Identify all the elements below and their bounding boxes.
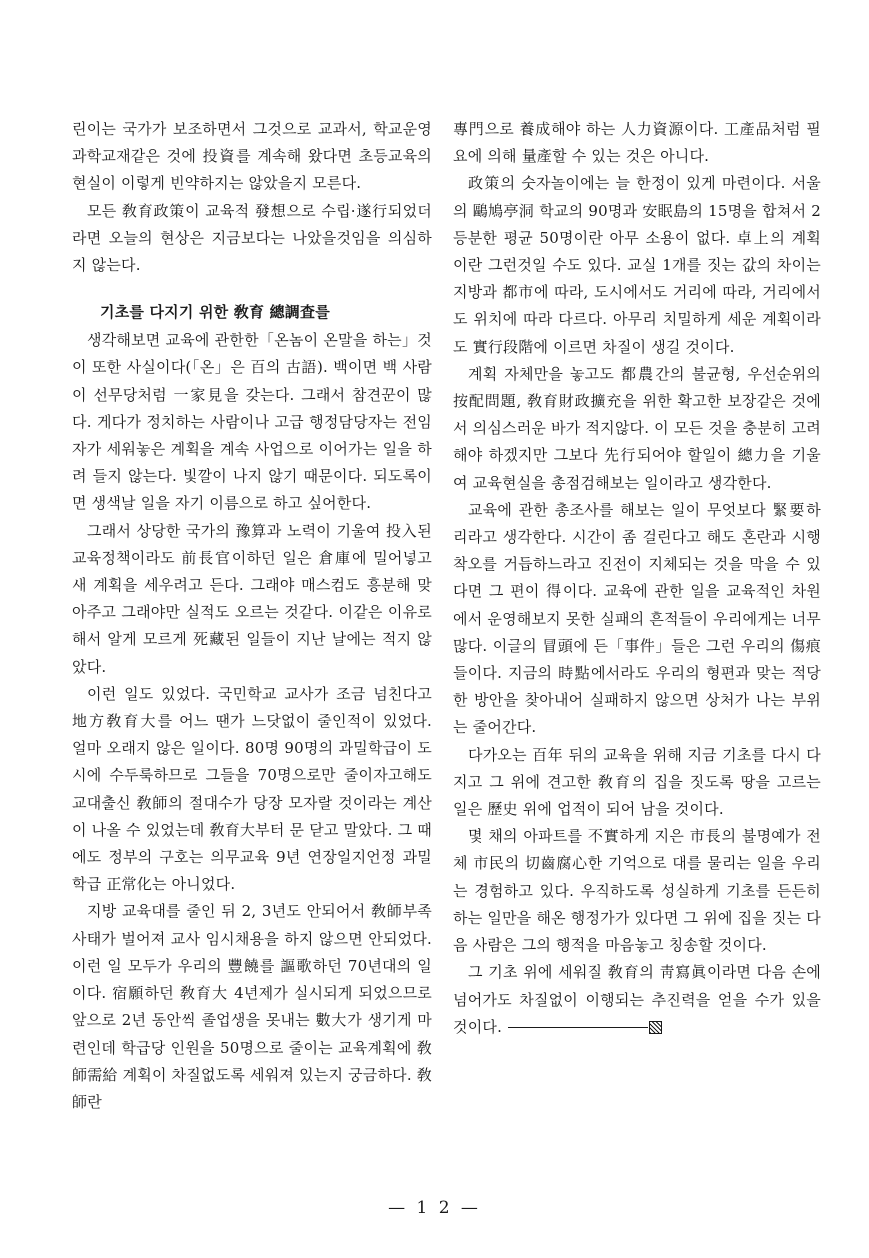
paragraph: 專門으로 養成해야 하는 人力資源이다. 工產品처럼 필요에 의해 量產할 수 있는 것은 아니다. — [453, 120, 821, 166]
paragraph: 생각해보면 교육에 관한한「온놈이 온말을 하는」것이 또한 사실이다(「온」은 百의 古語). 백이면 백 사람이 선무당처럼 一家見을 갖는다. 그래서 참견꾼이 많다. 게다가 정치하는 사람이나 고급 행정담당자는 전임자가 세워놓은 계획을 계속 사업으로 이어가는 일을 하려 들지 않는다. 빛깔이 나지 않기 때문이다. 되도록이면 생색날 일을 자기 이름으로 하고 싶어한다. — [72, 331, 432, 513]
paragraph: 교육에 관한 총조사를 해보는 일이 무엇보다 緊要하리라고 생각한다. 시간이 좀 걸린다고 해도 혼란과 시행착오를 거듭하느라고 진전이 지체되는 것을 막을 수 있다면 그 편이 得이다. 교육에 관한 일을 교육적인 차원에서 운영해보지 못한 실패의 흔적들이 우리에게는 너무 많다. 이글의 冒頭에 든「事件」들은 그런 우리의 傷痕들이다. 지금의 時點에서라도 우리의 형편과 맞는 적당한 방안을 찾아내어 실패하지 않으면 상처가 나는 부위는 줄어간다. — [453, 500, 821, 737]
paragraph: 政策의 숫자놀이에는 늘 한정이 있게 마련이다. 서울의 鷗鳩亭洞 학교의 90명과 安眠島의 15명을 합쳐서 2등분한 평균 50명이란 아무 소용이 없다. 卓上의 계획이란 그런것일 수도 있다. 교실 1개를 짓는 값의 차이는 지방과 都市에 따라, 도시에서도 거리에 따라, 거리에서도 위치에 따라 다르다. 아무리 치밀하게 세운 계획이라도 實行段階에 이르면 차질이 생길 것이다. — [453, 174, 821, 356]
section-heading: 기초를 다지기 위한 敎育 總調査를 — [100, 303, 330, 322]
paragraph: 린이는 국가가 보조하면서 그것으로 교과서, 학교운영 과학교재같은 것에 投資를 계속해 왔다면 초등교육의 현실이 이렇게 빈약하지는 않았을지 모른다. — [72, 120, 432, 193]
paragraph: 다가오는 百年 뒤의 교육을 위해 지금 기초를 다시 다지고 그 위에 견고한 敎育의 집을 짓도록 땅을 고르는 일은 歷史 위에 업적이 되어 남을 것이다. — [453, 745, 821, 819]
end-rule-line — [508, 1027, 648, 1028]
paragraph: 이런 일도 있었다. 국민학교 교사가 조금 넘친다고 地方敎育大를 어느 땐가 느닷없이 줄인적이 있었다. 얼마 오래지 않은 일이다. 80명 90명의 과밀학급이 도시에 수두룩하므로 그들을 70명으로만 줄이자고해도 교대출신 敎師의 절대수가 당장 모자랄 것이라는 계산이 나올 수 있었는데 敎育大부터 문 닫고 말았다. 그 때에도 정부의 구호는 의무교육 9년 연장일지언정 과밀학급 正常化는 아니었다. — [72, 684, 432, 894]
end-mark-icon — [649, 1021, 662, 1034]
paragraph: 그래서 상당한 국가의 豫算과 노력이 기울여 投入된 교육정책이라도 前長官이하던 일은 倉庫에 밀어넣고 새 계획을 세우려고 든다. 그래야 매스컴도 흥분해 맞아주고 그래야만 실적도 오르는 것같다. 이같은 이유로 해서 알게 모르게 死藏된 일들이 지난 날에는 적지 않았다. — [72, 521, 432, 676]
paragraph: 모든 敎育政策이 교육적 發想으로 수립·遂行되었더라면 오늘의 현상은 지금보다는 나았을것임을 의심하지 않는다. — [72, 201, 432, 275]
right-text-column — [453, 116, 821, 1041]
page-number: — 1 2 — — [388, 1198, 481, 1218]
paragraph: 지방 교육대를 줄인 뒤 2, 3년도 안되어서 敎師부족사태가 벌어져 교사 임시채용을 하지 않으면 안되었다. 이런 일 모두가 우리의 豐饒를 謳歌하던 70년대의 일이다. 宿願하던 敎育大 4년제가 실시되게 되었으므로 앞으로 2년 동안씩 졸업생을 못내는 數大가 생기게 마련인데 학급당 인원을 50명으로 줄이는 교육계획에 敎師需給 계획이 차질없도록 세워져 있는지 궁금하다. 敎師란 — [72, 902, 432, 1111]
paragraph: 몇 채의 아파트를 不實하게 지은 市長의 불명예가 전체 市民의 切齒腐心한 기억으로 대를 물리는 일을 우리는 경험하고 있다. 우직하도록 성실하게 기초를 든든히 하는 일만을 해온 행정가가 있다면 그 위에 집을 짓는 다음 사람은 그의 행적을 마음놓고 칭송할 것이다. — [453, 827, 821, 955]
final-paragraph-text: 그 기초 위에 세워질 敎育의 靑寫眞이라면 다음 손에 넘어가도 차질없이 이행되는 추진력을 얻을 수가 있을 것이다. — [453, 963, 821, 1036]
left-text-column — [72, 116, 432, 1116]
paragraph: 계획 자체만을 놓고도 都農간의 불균형, 우선순위의 按配問題, 敎育財政擴充을 위한 확고한 보장같은 것에서 의심스러운 바가 적지않다. 이 모든 것을 충분히 고려해야 하겠지만 그보다 先行되어야 할일이 總力을 기울여 교육현실을 총점검해보는 일이라고 생각한다. — [453, 364, 821, 492]
final-paragraph — [453, 959, 821, 1041]
